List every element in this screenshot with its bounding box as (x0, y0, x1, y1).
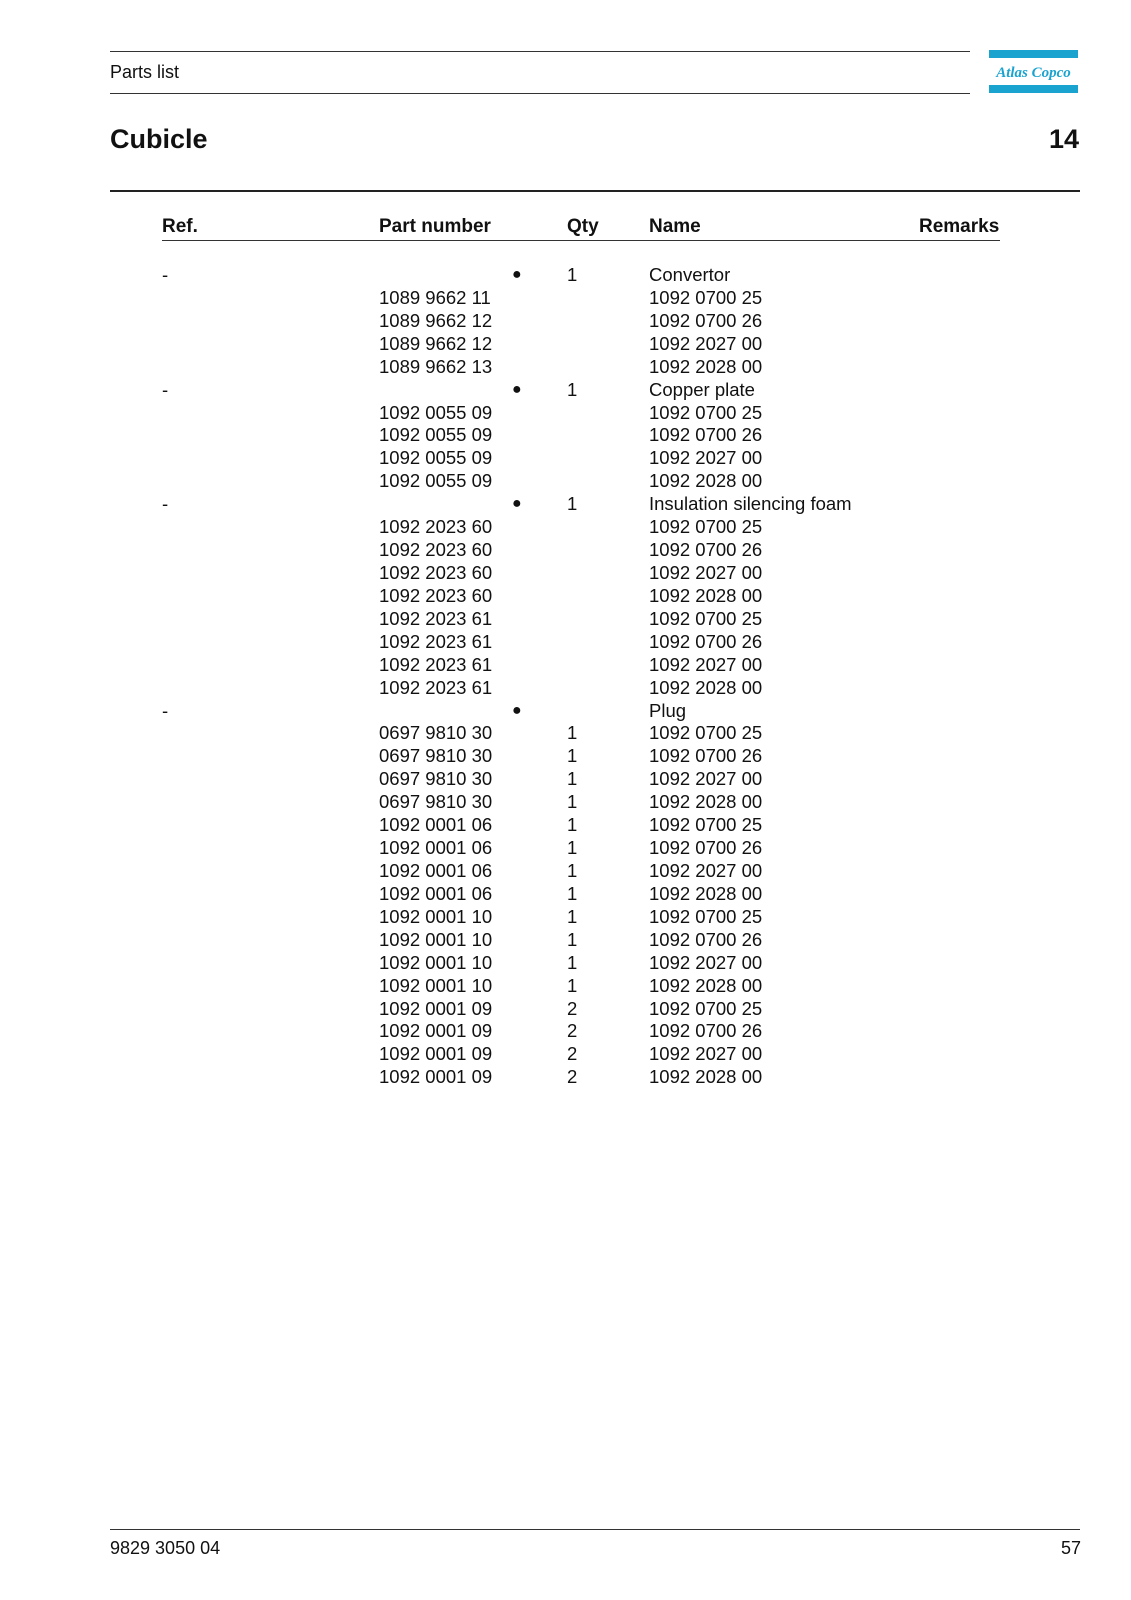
qty-cell: 1 (567, 814, 578, 836)
table-row (0, 745, 1131, 768)
ref-cell: - (162, 378, 169, 400)
qty-cell: 1 (567, 859, 578, 881)
part-number-cell: 0697 9810 30 (379, 722, 493, 744)
name-cell: 1092 0700 26 (649, 837, 763, 859)
qty-cell: 1 (567, 882, 578, 904)
table-row (0, 700, 1131, 723)
part-number-cell: 1089 9662 11 (379, 286, 491, 308)
ref-cell: - (162, 699, 169, 721)
part-number-cell: 1092 2023 60 (379, 584, 493, 606)
part-number-cell: 1092 2023 60 (379, 561, 493, 583)
qty-cell: 1 (567, 905, 578, 927)
table-row (0, 906, 1131, 929)
bullet-icon: ● (512, 495, 522, 513)
name-cell: 1092 2028 00 (649, 355, 763, 377)
part-number-cell: 1089 9662 13 (379, 355, 493, 377)
name-cell: 1092 2027 00 (649, 859, 763, 881)
logo-bottom-bar (989, 85, 1078, 93)
qty-cell: 1 (567, 951, 578, 973)
name-cell: Plug (649, 699, 687, 721)
name-cell: 1092 0700 25 (649, 516, 763, 538)
part-number-cell: 1092 2023 61 (379, 676, 493, 698)
qty-cell: 1 (567, 745, 578, 767)
name-cell: 1092 2028 00 (649, 974, 763, 996)
table-row (0, 562, 1131, 585)
table-row (0, 1020, 1131, 1043)
name-cell: 1092 0700 25 (649, 905, 763, 927)
qty-cell: 2 (567, 1066, 578, 1088)
name-cell: 1092 0700 25 (649, 401, 763, 423)
table-row (0, 952, 1131, 975)
table-row (0, 814, 1131, 837)
name-cell: 1092 2027 00 (649, 561, 763, 583)
name-cell: 1092 0700 26 (649, 928, 763, 950)
part-number-cell: 1092 2023 61 (379, 607, 493, 629)
part-number-cell: 1092 2023 60 (379, 516, 493, 538)
qty-cell: 1 (567, 928, 578, 950)
qty-cell: 1 (567, 264, 578, 285)
table-row (0, 837, 1131, 860)
table-row (0, 883, 1131, 906)
table-row (0, 1066, 1131, 1089)
section-number: 14 (1048, 124, 1079, 154)
qty-cell: 1 (567, 768, 578, 790)
table-row (0, 264, 1131, 287)
name-cell: 1092 2027 00 (649, 1043, 763, 1065)
table-row (0, 310, 1131, 333)
table-row (0, 470, 1131, 493)
part-number-cell: 1089 9662 12 (379, 332, 493, 354)
name-cell: 1092 0700 25 (649, 286, 763, 308)
name-cell: 1092 0700 25 (649, 997, 763, 1019)
table-row (0, 539, 1131, 562)
name-cell: Convertor (649, 264, 731, 285)
table-row (0, 631, 1131, 654)
qty-cell: 2 (567, 1043, 578, 1065)
name-cell: 1092 0700 25 (649, 814, 763, 836)
part-number-cell: 0697 9810 30 (379, 768, 493, 790)
table-row (0, 608, 1131, 631)
qty-cell: 1 (567, 722, 578, 744)
name-cell: 1092 0700 26 (649, 309, 763, 331)
name-cell: 1092 2028 00 (649, 882, 763, 904)
table-row (0, 424, 1131, 447)
table-row (0, 1043, 1131, 1066)
col-header-ref: Ref. (162, 216, 198, 237)
part-number-cell: 0697 9810 30 (379, 745, 493, 767)
part-number-cell: 1092 0055 09 (379, 447, 493, 469)
bullet-icon: ● (512, 266, 522, 283)
name-cell: 1092 2028 00 (649, 676, 763, 698)
table-row (0, 585, 1131, 608)
part-number-cell: 1092 0001 10 (379, 951, 493, 973)
table-row (0, 998, 1131, 1021)
part-number-cell: 1092 0001 10 (379, 974, 493, 996)
part-number-cell: 1092 0001 09 (379, 1043, 493, 1065)
part-number-cell: 1092 0055 09 (379, 401, 493, 423)
table-row (0, 287, 1131, 310)
part-number-cell: 0697 9810 30 (379, 791, 493, 813)
ref-cell: - (162, 264, 169, 285)
logo-top-bar (989, 50, 1078, 58)
table-row (0, 677, 1131, 700)
footer-page-number: 57 (1060, 1538, 1081, 1558)
table-row (0, 356, 1131, 379)
name-cell: 1092 2028 00 (649, 1066, 763, 1088)
name-cell: 1092 2027 00 (649, 447, 763, 469)
col-header-part-number: Part number (379, 216, 491, 237)
table-row (0, 929, 1131, 952)
table-row (0, 722, 1131, 745)
part-number-cell: 1092 0055 09 (379, 470, 493, 492)
table-row (0, 860, 1131, 883)
name-cell: 1092 2027 00 (649, 332, 763, 354)
name-cell: Copper plate (649, 378, 755, 400)
table-row (0, 768, 1131, 791)
table-row (0, 791, 1131, 814)
part-number-cell: 1092 0001 09 (379, 1020, 493, 1042)
title-rule (110, 190, 1080, 192)
part-number-cell: 1089 9662 12 (379, 309, 493, 331)
table-row (0, 493, 1131, 516)
part-number-cell: 1092 0001 10 (379, 928, 493, 950)
name-cell: 1092 0700 26 (649, 539, 763, 561)
table-row (0, 447, 1131, 470)
footer-doc-number: 9829 3050 04 (110, 1538, 221, 1558)
table-row (0, 333, 1131, 356)
atlas-copco-logo (989, 50, 1078, 93)
ref-cell: - (162, 493, 169, 515)
part-number-cell: 1092 0001 10 (379, 905, 493, 927)
part-number-cell: 1092 2023 60 (379, 539, 493, 561)
part-number-cell: 1092 0001 06 (379, 859, 493, 881)
part-number-cell: 1092 0001 09 (379, 997, 493, 1019)
table-header-rule (162, 240, 1000, 241)
name-cell: 1092 0700 26 (649, 745, 763, 767)
logo-text: Atlas Copco (996, 65, 1071, 81)
table-row (0, 975, 1131, 998)
bullet-icon: ● (512, 701, 522, 719)
header-top-rule (110, 51, 970, 52)
name-cell: 1092 0700 26 (649, 1020, 763, 1042)
parts-table-body (0, 264, 1131, 1089)
col-header-qty: Qty (567, 216, 599, 237)
col-header-remarks: Remarks (919, 216, 1000, 237)
footer-rule (110, 1529, 1080, 1530)
header-bottom-rule (110, 93, 970, 94)
table-row (0, 379, 1131, 402)
section-title: Cubicle (110, 124, 208, 154)
name-cell: 1092 0700 25 (649, 607, 763, 629)
qty-cell: 2 (567, 997, 578, 1019)
header-label: Parts list (110, 62, 180, 82)
name-cell: 1092 0700 26 (649, 424, 763, 446)
part-number-cell: 1092 0001 06 (379, 814, 493, 836)
part-number-cell: 1092 2023 61 (379, 653, 493, 675)
part-number-cell: 1092 0055 09 (379, 424, 493, 446)
col-header-name: Name (649, 216, 701, 237)
qty-cell: 1 (567, 837, 578, 859)
name-cell: 1092 2028 00 (649, 470, 763, 492)
name-cell: Insulation silencing foam (649, 493, 852, 515)
table-row (0, 516, 1131, 539)
table-row (0, 654, 1131, 677)
part-number-cell: 1092 0001 06 (379, 837, 493, 859)
qty-cell: 1 (567, 493, 578, 515)
name-cell: 1092 2027 00 (649, 951, 763, 973)
bullet-icon: ● (512, 380, 522, 398)
qty-cell: 1 (567, 378, 578, 400)
table-row (0, 402, 1131, 425)
name-cell: 1092 2028 00 (649, 791, 763, 813)
part-number-cell: 1092 2023 61 (379, 630, 493, 652)
part-number-cell: 1092 0001 06 (379, 882, 493, 904)
name-cell: 1092 0700 25 (649, 722, 763, 744)
name-cell: 1092 2027 00 (649, 653, 763, 675)
name-cell: 1092 2027 00 (649, 768, 763, 790)
qty-cell: 2 (567, 1020, 578, 1042)
qty-cell: 1 (567, 974, 578, 996)
qty-cell: 1 (567, 791, 578, 813)
name-cell: 1092 2028 00 (649, 584, 763, 606)
name-cell: 1092 0700 26 (649, 630, 763, 652)
part-number-cell: 1092 0001 09 (379, 1066, 493, 1088)
